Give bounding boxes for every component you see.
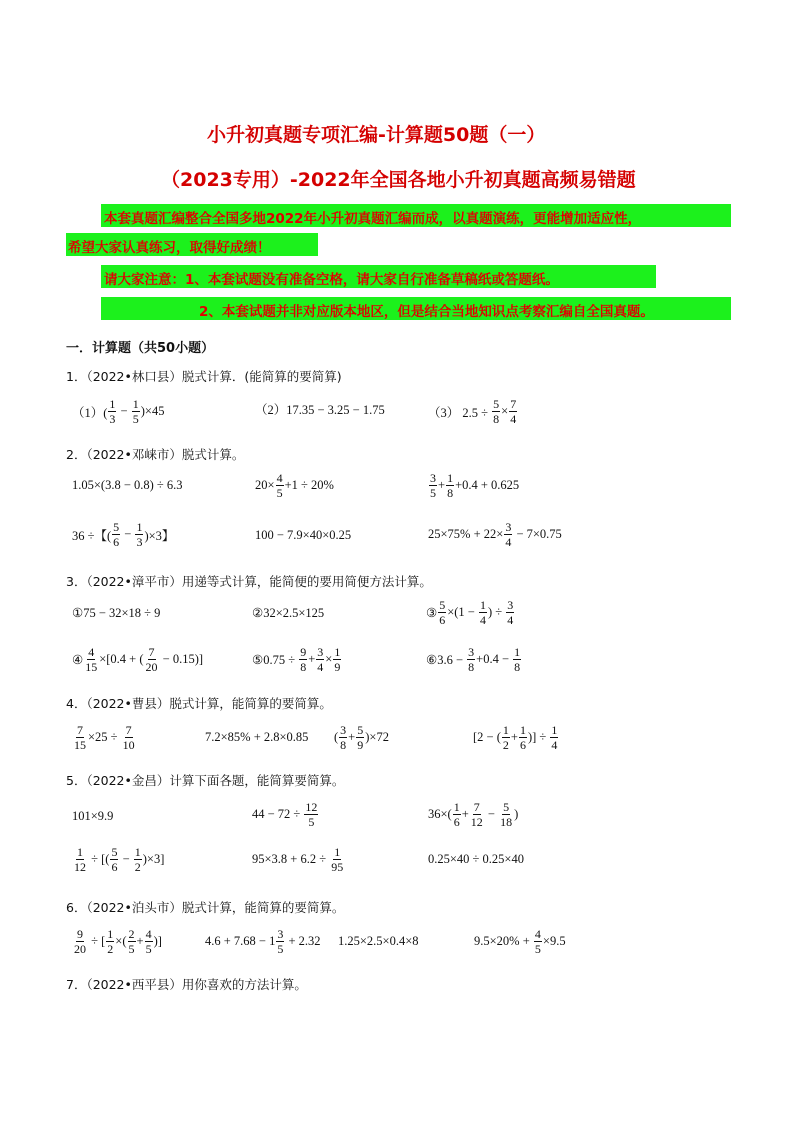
fraction: $\frac{4}{5}$ [145,927,152,956]
q1-expr-1: （1）( 1 3 − $\frac{1}{5}$ )×45 [72,397,165,426]
fraction: $\frac{4}{15}$ [85,645,98,674]
fraction: $\frac{5}{8}$ [493,397,500,426]
fraction: 1 2 [502,723,509,752]
fraction: 5 6 [113,520,120,549]
q2-expr-5: 100 − 7.9×40×0.25 [255,528,352,542]
fraction: $\frac{1}{2}$ [107,927,114,956]
q5-expr-3: 36×( 1 6 + $\frac{7}{12}$ − $\frac{5}{18}$ ) [428,800,519,829]
fraction: $\frac{3}{4}$ [317,645,324,674]
fraction: 1 3 [109,397,116,426]
q3-expr-6: ⑥3.6 − $\frac{3}{8}$ +0.4 − $\frac{1}{8}$ [426,645,521,674]
fraction: $\frac{5}{6}$ [439,598,446,627]
q4-expr-4: [2 − ( 1 2 + $\frac{1}{6}$ )] ÷ $\frac{1}{4}$ [473,723,558,752]
fraction: $\frac{3}{4}$ [505,520,512,549]
question-7-title: 7．（2022•西平县）用你喜欢的方法计算。 [66,977,307,992]
q6-expr-1: $\frac{9}{20}$ ÷ [ $\frac{1}{2}$ ×( 2 5 + $\frac{4}{5}$ )] [74,927,162,956]
fraction: 1 6 [453,800,460,829]
fraction: $\frac{1}{3}$ [136,520,143,549]
fraction: $\frac{3}{8}$ [468,645,475,674]
fraction: $\frac{1}{2}$ [134,845,141,874]
q2-expr-4: 36 ÷【( 5 6 − $\frac{1}{3}$ )×3】 [72,520,175,549]
fraction: $\frac{7}{4}$ [510,397,517,426]
fraction: $\frac{1}{12}$ [74,845,86,874]
q5-expr-6: 0.25×40 ÷ 0.25×40 [428,852,524,866]
notice-intro: 本套真题汇编整合全国多地2022年小升初真题汇编而成，以真题演练，更能增加适应性， [104,211,642,227]
q3-expr-2: ②32×2.5×125 [252,606,325,620]
section-heading: 一．计算题（共50小题） [66,341,215,356]
q3-expr-5: ⑤0.75 ÷ $\frac{9}{8}$ + $\frac{3}{4}$ × $\frac{1}{9}$ [252,645,341,674]
q5-expr-4: $\frac{1}{12}$ ÷ [( 5 6 − $\frac{1}{2}$ )×3] [74,845,165,874]
fraction: $\frac{7}{12}$ [470,800,483,829]
q2-expr-6: 25×75% + 22× $\frac{3}{4}$ − 7×0.75 [428,520,562,549]
question-1-title: 1．（2022•林口县）脱式计算．(能简算的要简算) [66,369,342,384]
question-6-title: 6．（2022•泊头市）脱式计算，能简算的要简算。 [66,900,345,915]
fraction: 2 5 [128,927,135,956]
fraction: $\frac{1}{9}$ [334,645,341,674]
q1-expr-3: （3） 2.5 ÷ $\frac{5}{8}$ × $\frac{7}{4}$ [428,397,517,426]
q4-expr-1: $\frac{7}{15}$ ×25 ÷ $\frac{7}{10}$ [74,723,135,752]
notice-attention-2: 2、本套试题并非对应版本地区，但是结合当地知识点考察汇编自全国真题。 [199,304,654,320]
fraction: $\frac{4}{5}$ [534,927,541,956]
fraction: $\frac{12}{5}$ [305,800,318,829]
fraction: $\frac{3}{4}$ [507,598,514,627]
q3-expr-3: ③ $\frac{5}{6}$ ×(1 − $\frac{1}{4}$ ) ÷ $\frac{3}{4}$ [426,598,514,627]
fraction: $\frac{4}{5}$ [276,471,283,500]
fraction: $\frac{9}{20}$ [74,927,86,956]
notice-intro-2: 希望大家认真练习，取得好成绩！ [68,240,271,256]
q4-expr-2: 7.2×85% + 2.8×0.85 [205,730,309,744]
question-3-title: 3．（2022•漳平市）用递等式计算，能简便的要用简便方法计算。 [66,574,432,589]
fraction: $\frac{1}{4}$ [479,598,486,627]
fraction: $\frac{1}{6}$ [519,723,526,752]
q5-expr-2: 44 − 72 ÷ $\frac{12}{5}$ [252,800,318,829]
fraction: $\frac{5}{18}$ [500,800,513,829]
fraction: 7 20 [145,645,158,674]
q2-expr-3: 3 5 + $\frac{1}{8}$ +0.4 + 0.625 [430,471,520,500]
q3-expr-4: ④ $\frac{4}{15}$ ×[0.4 + ( 7 20 − 0.15)] [72,645,204,674]
title-line-1: 小升初真题专项汇编-计算题50题（一） [207,124,546,146]
q3-expr-1: ①75 − 32×18 ÷ 9 [72,606,161,620]
q1-expr-2: （2）17.35 − 3.25 − 1.75 [255,403,385,417]
fraction: $\frac{1}{8}$ [447,471,454,500]
fraction: $\frac{7}{15}$ [74,723,86,752]
title-line-2: （2023专用）-2022年全国各地小升初真题高频易错题 [161,169,636,191]
question-4-title: 4．（2022•曹县）脱式计算，能简算的要简算。 [66,696,332,711]
fraction: $\frac{7}{10}$ [122,723,135,752]
q6-expr-4: 9.5×20% + $\frac{4}{5}$ ×9.5 [474,927,566,956]
question-5-title: 5．（2022•金昌）计算下面各题，能简算要简算。 [66,773,345,788]
fraction: $\frac{1}{95}$ [331,845,344,874]
fraction: $\frac{1}{4}$ [551,723,558,752]
fraction: 3 5 [430,471,436,500]
fraction: $\frac{5}{9}$ [357,723,364,752]
q4-expr-3: ( 3 8 + $\frac{5}{9}$ )×72 [334,723,389,752]
q6-expr-2: 4.6 + 7.68 − 1 3 5 + 2.32 [205,927,321,956]
q5-expr-5: 95×3.8 + 6.2 ÷ $\frac{1}{95}$ [252,845,344,874]
fraction: 3 8 [340,723,347,752]
q2-expr-2: 20× $\frac{4}{5}$ +1 ÷ 20% [255,471,334,500]
question-2-title: 2．（2022•邓崃市）脱式计算。 [66,447,245,462]
q6-expr-3: 1.25×2.5×0.4×8 [338,934,419,948]
fraction: $\frac{1}{8}$ [514,645,521,674]
fraction: 3 5 [277,927,284,956]
fraction: 5 6 [111,845,118,874]
notice-attention-1: 请大家注意：1、本套试题没有准备空格，请大家自行准备草稿纸或答题纸。 [104,272,559,288]
fraction: $\frac{9}{8}$ [300,645,307,674]
q5-expr-1: 101×9.9 [72,809,114,823]
q2-expr-1: 1.05×(3.8 − 0.8) ÷ 6.3 [72,478,183,492]
fraction: $\frac{1}{5}$ [132,397,139,426]
